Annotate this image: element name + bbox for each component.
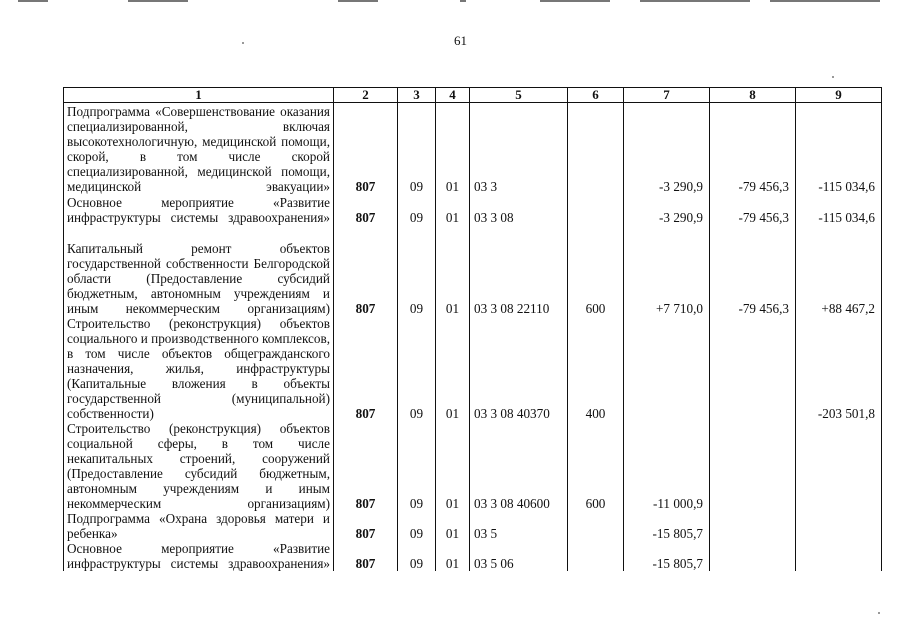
cell-grbs: 807	[334, 316, 398, 421]
cell-col9: -115 034,6	[796, 103, 882, 194]
cell-target-article: 03 5 06	[470, 541, 568, 571]
cell-section: 09	[398, 541, 436, 571]
cell-col7: +7 710,0	[624, 225, 710, 316]
cell-col8	[710, 511, 796, 541]
row-name: Строительство (реконструкция) объектов социальной сферы, в том числе некапитальных строений, сооружений (Предоставление субсидий бюджетным, автономным учреждениям и иным некоммерческим организациям)	[64, 421, 334, 511]
table-row	[64, 225, 882, 316]
column-header: 9	[796, 88, 882, 103]
table-row	[64, 541, 882, 571]
cell-subsection: 01	[436, 421, 470, 511]
cell-subsection: 01	[436, 103, 470, 194]
cell-col7: -3 290,9	[624, 194, 710, 225]
table-row	[64, 103, 882, 194]
cell-grbs: 807	[334, 541, 398, 571]
cell-grbs: 807	[334, 194, 398, 225]
cell-col7: -11 000,9	[624, 421, 710, 511]
cell-col8	[710, 316, 796, 421]
cell-expense-type: 600	[568, 225, 624, 316]
cell-col9: +88 467,2	[796, 225, 882, 316]
column-header: 8	[710, 88, 796, 103]
scan-speck	[242, 42, 244, 44]
cell-subsection: 01	[436, 511, 470, 541]
cell-target-article: 03 3 08	[470, 194, 568, 225]
cell-col8: -79 456,3	[710, 103, 796, 194]
cell-target-article: 03 5	[470, 511, 568, 541]
cell-grbs: 807	[334, 511, 398, 541]
scan-speck	[878, 612, 880, 614]
column-header: 1	[64, 88, 334, 103]
row-name: Основное мероприятие «Развитие инфраструктуры системы здравоохранения»	[64, 541, 334, 571]
cell-col7	[624, 316, 710, 421]
cell-col8: -79 456,3	[710, 225, 796, 316]
cell-grbs: 807	[334, 103, 398, 194]
column-header: 3	[398, 88, 436, 103]
scan-top-edge-marks	[0, 0, 921, 4]
table-row	[64, 421, 882, 511]
cell-col9	[796, 421, 882, 511]
cell-section: 09	[398, 511, 436, 541]
cell-section: 09	[398, 103, 436, 194]
scan-speck	[832, 76, 834, 78]
page-number: 61	[454, 33, 467, 48]
column-header: 5	[470, 88, 568, 103]
table-row	[64, 316, 882, 421]
cell-grbs: 807	[334, 421, 398, 511]
cell-subsection: 01	[436, 316, 470, 421]
cell-expense-type: 600	[568, 421, 624, 511]
row-name: Капитальный ремонт объектов государственной собственности Белгородской области (Предоставление субсидий бюджетным, автономным учреждениям и иным некоммерческим организациям)	[64, 225, 334, 316]
cell-col9: -115 034,6	[796, 194, 882, 225]
column-header: 4	[436, 88, 470, 103]
cell-expense-type	[568, 103, 624, 194]
table-row	[64, 194, 882, 225]
cell-target-article: 03 3 08 22110	[470, 225, 568, 316]
cell-expense-type: 400	[568, 316, 624, 421]
cell-expense-type	[568, 511, 624, 541]
column-header: 2	[334, 88, 398, 103]
cell-target-article: 03 3	[470, 103, 568, 194]
cell-subsection: 01	[436, 194, 470, 225]
cell-section: 09	[398, 316, 436, 421]
cell-col7: -15 805,7	[624, 541, 710, 571]
cell-col8: -79 456,3	[710, 194, 796, 225]
cell-col9	[796, 511, 882, 541]
cell-section: 09	[398, 225, 436, 316]
cell-col7: -15 805,7	[624, 511, 710, 541]
cell-col9: -203 501,8	[796, 316, 882, 421]
cell-col8	[710, 421, 796, 511]
table-row	[64, 511, 882, 541]
cell-expense-type	[568, 194, 624, 225]
row-name: Основное мероприятие «Развитие инфраструктуры системы здравоохранения»	[64, 194, 334, 225]
cell-target-article: 03 3 08 40600	[470, 421, 568, 511]
cell-col8	[710, 541, 796, 571]
cell-subsection: 01	[436, 225, 470, 316]
cell-subsection: 01	[436, 541, 470, 571]
row-name: Подпрограмма «Охрана здоровья матери и ребенка»	[64, 511, 334, 541]
column-header: 7	[624, 88, 710, 103]
budget-table	[63, 87, 882, 571]
column-header: 6	[568, 88, 624, 103]
cell-col9	[796, 541, 882, 571]
cell-expense-type	[568, 541, 624, 571]
cell-section: 09	[398, 194, 436, 225]
cell-grbs: 807	[334, 225, 398, 316]
row-name: Строительство (реконструкция) объектов социального и производственного комплексов, в том числе объектов общегражданского назначения, жилья, инфраструктуры (Капитальные вложения в объекты государственной (муниципальной) собственности)	[64, 316, 334, 421]
cell-target-article: 03 3 08 40370	[470, 316, 568, 421]
cell-section: 09	[398, 421, 436, 511]
cell-col7: -3 290,9	[624, 103, 710, 194]
header-row	[64, 88, 882, 103]
row-name: Подпрограмма «Совершенствование оказания специализированной, включая высокотехнологичную, медицинской помощи, скорой, в том числе скорой специализированной, медицинской помощи, медицинской эвакуации»	[64, 103, 334, 194]
